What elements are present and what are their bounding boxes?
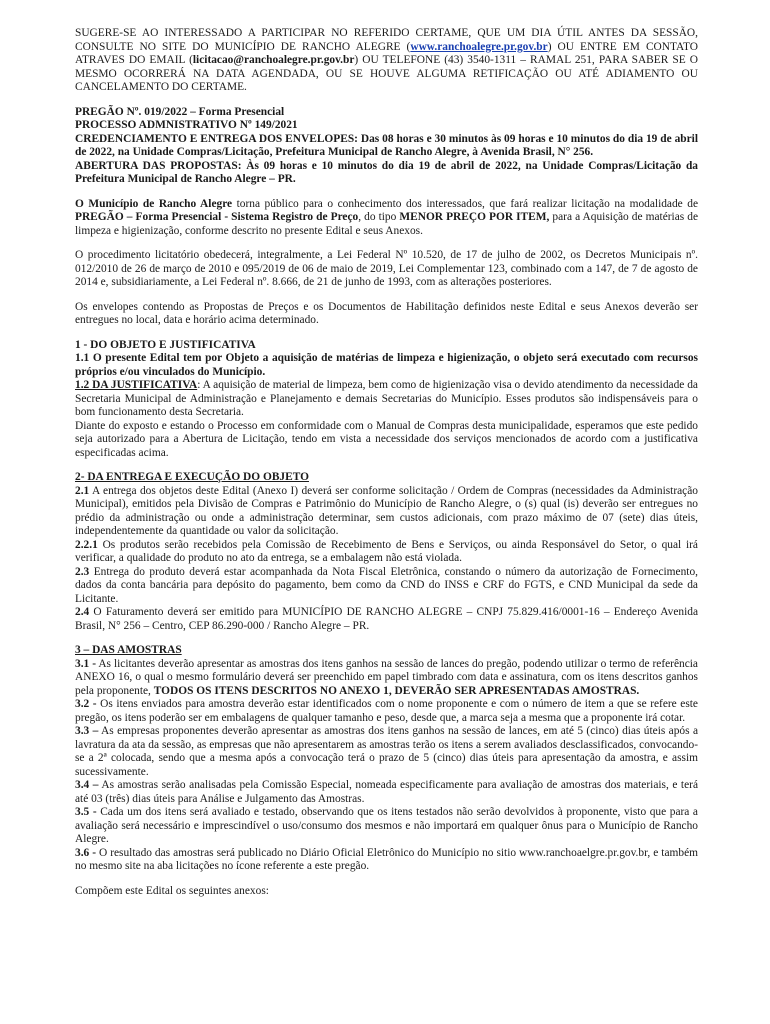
closing-line: Compõem este Edital os seguintes anexos: [75, 884, 269, 897]
section-title: 3 – DAS AMOSTRAS [75, 644, 182, 656]
section-amostras [75, 644, 698, 874]
section-objeto [75, 339, 698, 461]
paragraph-diante: Diante do exposto e estando o Processo em conformidade com o Manual de Compras desta municipalidade, esperamos que este pedido seja autorizado para a Abertura de Licitação, tendo em vista a necessidade dos serviços mencionados de acordo com a justificativa especificadas acima. [75, 419, 698, 459]
municipality-site-link[interactable]: www.ranchoalegre.pr.gov.br [410, 40, 548, 53]
credenciamento-text: CREDENCIAMENTO E ENTREGA DOS ENVELOPES: Das 08 horas e 30 minutos às 09 horas e 10 minutos do dia 19 de abril de 2022, na Unidade Compras/Licitação, Prefeitura Municipal de Rancho Alegre, à Avenida Brasil, N° 256. [75, 132, 698, 158]
paragraph-announcement: O Município de Rancho Alegre torna público para o conhecimento dos interessados, que fará realizar licitação na modalidade de PREGÃO – Forma Presencial - Sistema Registro de Preço, do tipo MENOR PREÇO POR ITEM, para a Aquisição de matérias de limpeza e higienização, conforme descrito no presente Edital e seus Anexos. [75, 197, 699, 237]
section-title: 2- DA ENTREGA E EXECUÇÃO DO OBJETO [75, 471, 309, 483]
item-3-3: 3.3 – As empresas proponentes deverão apresentar as amostras dos itens ganhos na sessão de lances, em até 5 (cinco) dias úteis após a lavratura da ata da sessão, as empresas que não apresentarem as amostras terão os itens a serem avaliados desclassificados, convocando-se a 2ª colocada, sendo que a mesma após a convocação terá o prazo de 5 (cinco) dias úteis para apresentação da amostra, e assim sucessivamente. [75, 725, 698, 778]
item-2-4: 2.4 O Faturamento deverá ser emitido para MUNICÍPIO DE RANCHO ALEGRE – CNPJ 75.829.416/0001-16 – Endereço Avenida Brasil, N° 256 – Centro, CEP 86.290-000 / Rancho Alegre – PR. [75, 606, 698, 632]
paragraph-envelopes: Os envelopes contendo as Propostas de Preços e os Documentos de Habilitação definidos neste Edital e seus Anexos deverão ser entregues no local, data e horário acima determinado. [75, 300, 698, 326]
item-3-4: 3.4 – As amostras serão analisadas pela Comissão Especial, nomeada especificamente para avaliação de amostras dos materiais, e terá até 03 (três) dias úteis para Análise e Julgamento das Amostras. [75, 779, 699, 805]
document-page [75, 27, 698, 898]
intro-paragraph: SUGERE-SE AO INTERESSADO A PARTICIPAR NO REFERIDO CERTAME, QUE UM DIA ÚTIL ANTES DA SESSÃO, CONSULTE NO SITE DO MUNICÍPIO DE RANCHO ALEGRE (www.ranchoalegre.pr.gov.br) OU ENTRE EM CONTATO ATRAVES DO EMAIL (licitacao@ranchoalegre.pr.gov.br) OU TELEFONE (43) 3540-1311 – RAMAL 251, PARA SABER SE O MESMO OCORRERÁ NA DATA AGENDADA, OU SE HOUVE ALGUMA RETIFICAÇÃO OU ATÉ ADIAMENTO OU CANCELAMENTO DO CERTAME. [75, 27, 698, 93]
item-2-1: 2.1 A entrega dos objetos deste Edital (Anexo I) deverá ser conforme solicitação / Ordem de Compras (necessidades da Administração Municipal), emitidos pela Divisão de Compras e Patrimônio do Município de Rancho Alegre, o (s) qual (is) deverão ser entregues no prédio da administração ou onde a administração determinar, sem custos adicionais, com prazo máximo de 07 (sete) dias úteis, independentemente da quantidade ou valor da solicitação. [75, 484, 698, 537]
contact-email: licitacao@ranchoalegre.pr.gov.br [192, 54, 355, 66]
item-3-6: 3.6 - O resultado das amostras será publicado no Diário Oficial Eletrônico do Município no sitio www.ranchoaelgre.pr.gov.br, e também no mesmo site na aba licitações no ícone referente a este pregão. [75, 846, 698, 872]
pregao-title: PREGÃO Nº. 019/2022 – Forma Presencial [75, 105, 285, 118]
item-2-2-1: 2.2.1 Os produtos serão recebidos pela Comissão de Recebimento de Bens e Serviços, ou ainda Responsável do Setor, o qual irá verificar, a qualidade do produto no ato da entrega, se a embalagem não está violada. [75, 538, 698, 564]
processo-title: PROCESSO ADMNISTRATIVO Nº 149/2021 [75, 119, 298, 131]
item-3-5: 3.5 - Cada um dos itens será avaliado e testado, observando que os itens testados não serão devolvidos à proponente, visto que para a avaliação será necessário e imprescindível o uso/consumo dos mesmos e não importará em qualquer ônus para o Município de Rancho Alegre. [75, 806, 698, 845]
abertura-text: ABERTURA DAS PROPOSTAS: Às 09 horas e 10 minutos do dia 19 de abril de 2022, na Unidade Compras/Licitação da Prefeitura Municipal de Rancho Alegre – PR. [75, 159, 698, 185]
section-entrega [75, 471, 698, 633]
header-block [75, 106, 698, 187]
item-3-1: 3.1 - As licitantes deverão apresentar as amostras dos itens ganhos na sessão de lances do pregão, podendo utilizar o termo de referência ANEXO 16, o qual o mesmo formulário deverá ser preenchido em papel timbrado com data e assinatura, com os itens descritos ganhos pela proponente, TODOS OS ITENS DESCRITOS NO ANEXO 1, DEVERÃO SER APRESENTADAS AMOSTRAS. [75, 657, 698, 697]
intro-notice [75, 27, 698, 95]
item-2-3: 2.3 Entrega do produto deverá estar acompanhada da Nota Fiscal Eletrônica, constando o número da autorização de Fornecimento, dados da conta bancária para depósito do pagamento, bem como da CND do INSS e CRF do FGTS, e CND Municipal da sede da Licitante. [75, 565, 698, 605]
section-title: 1 - DO OBJETO E JUSTIFICATIVA [75, 338, 256, 351]
item-3-2: 3.2 - Os itens enviados para amostra deverão estar identificados com o nome proponente e com o número de item a que se refere este pregão, os itens poderão ser em embalagens de qualquer tamanho e peso, desde que, a marca seja a mesma que a proponente irá cotar. [75, 698, 698, 724]
paragraph-legal-basis: O procedimento licitatório obedecerá, integralmente, a Lei Federal Nº 10.520, de 17 de julho de 2002, os Decretos Municipais nº. 012/2010 de 26 de março de 2010 e 095/2019 de 06 de maio de 2019, Lei Complementar 123, combinado com a 147, de 7 de agosto de 2014 e, subsidiariamente, a Lei Federal nº. 8.666, de 21 de junho de 1993, com as alterações posteriores. [75, 249, 698, 288]
item-1-2: 1.2 DA JUSTIFICATIVA: A aquisição de material de limpeza, bem como de higienização visa o devido atendimento da necessidade da Secretaria Municipal de Administração e Planejamento e demais Secretarias do Município. Esses produtos são indispensáveis para o bom funcionamento desta Secretaria. [75, 379, 698, 418]
item-1-1: 1.1 O presente Edital tem por Objeto a aquisição de matérias de limpeza e higienização, o objeto será executado com recursos próprios e/ou vinculados do Município. [75, 352, 698, 378]
